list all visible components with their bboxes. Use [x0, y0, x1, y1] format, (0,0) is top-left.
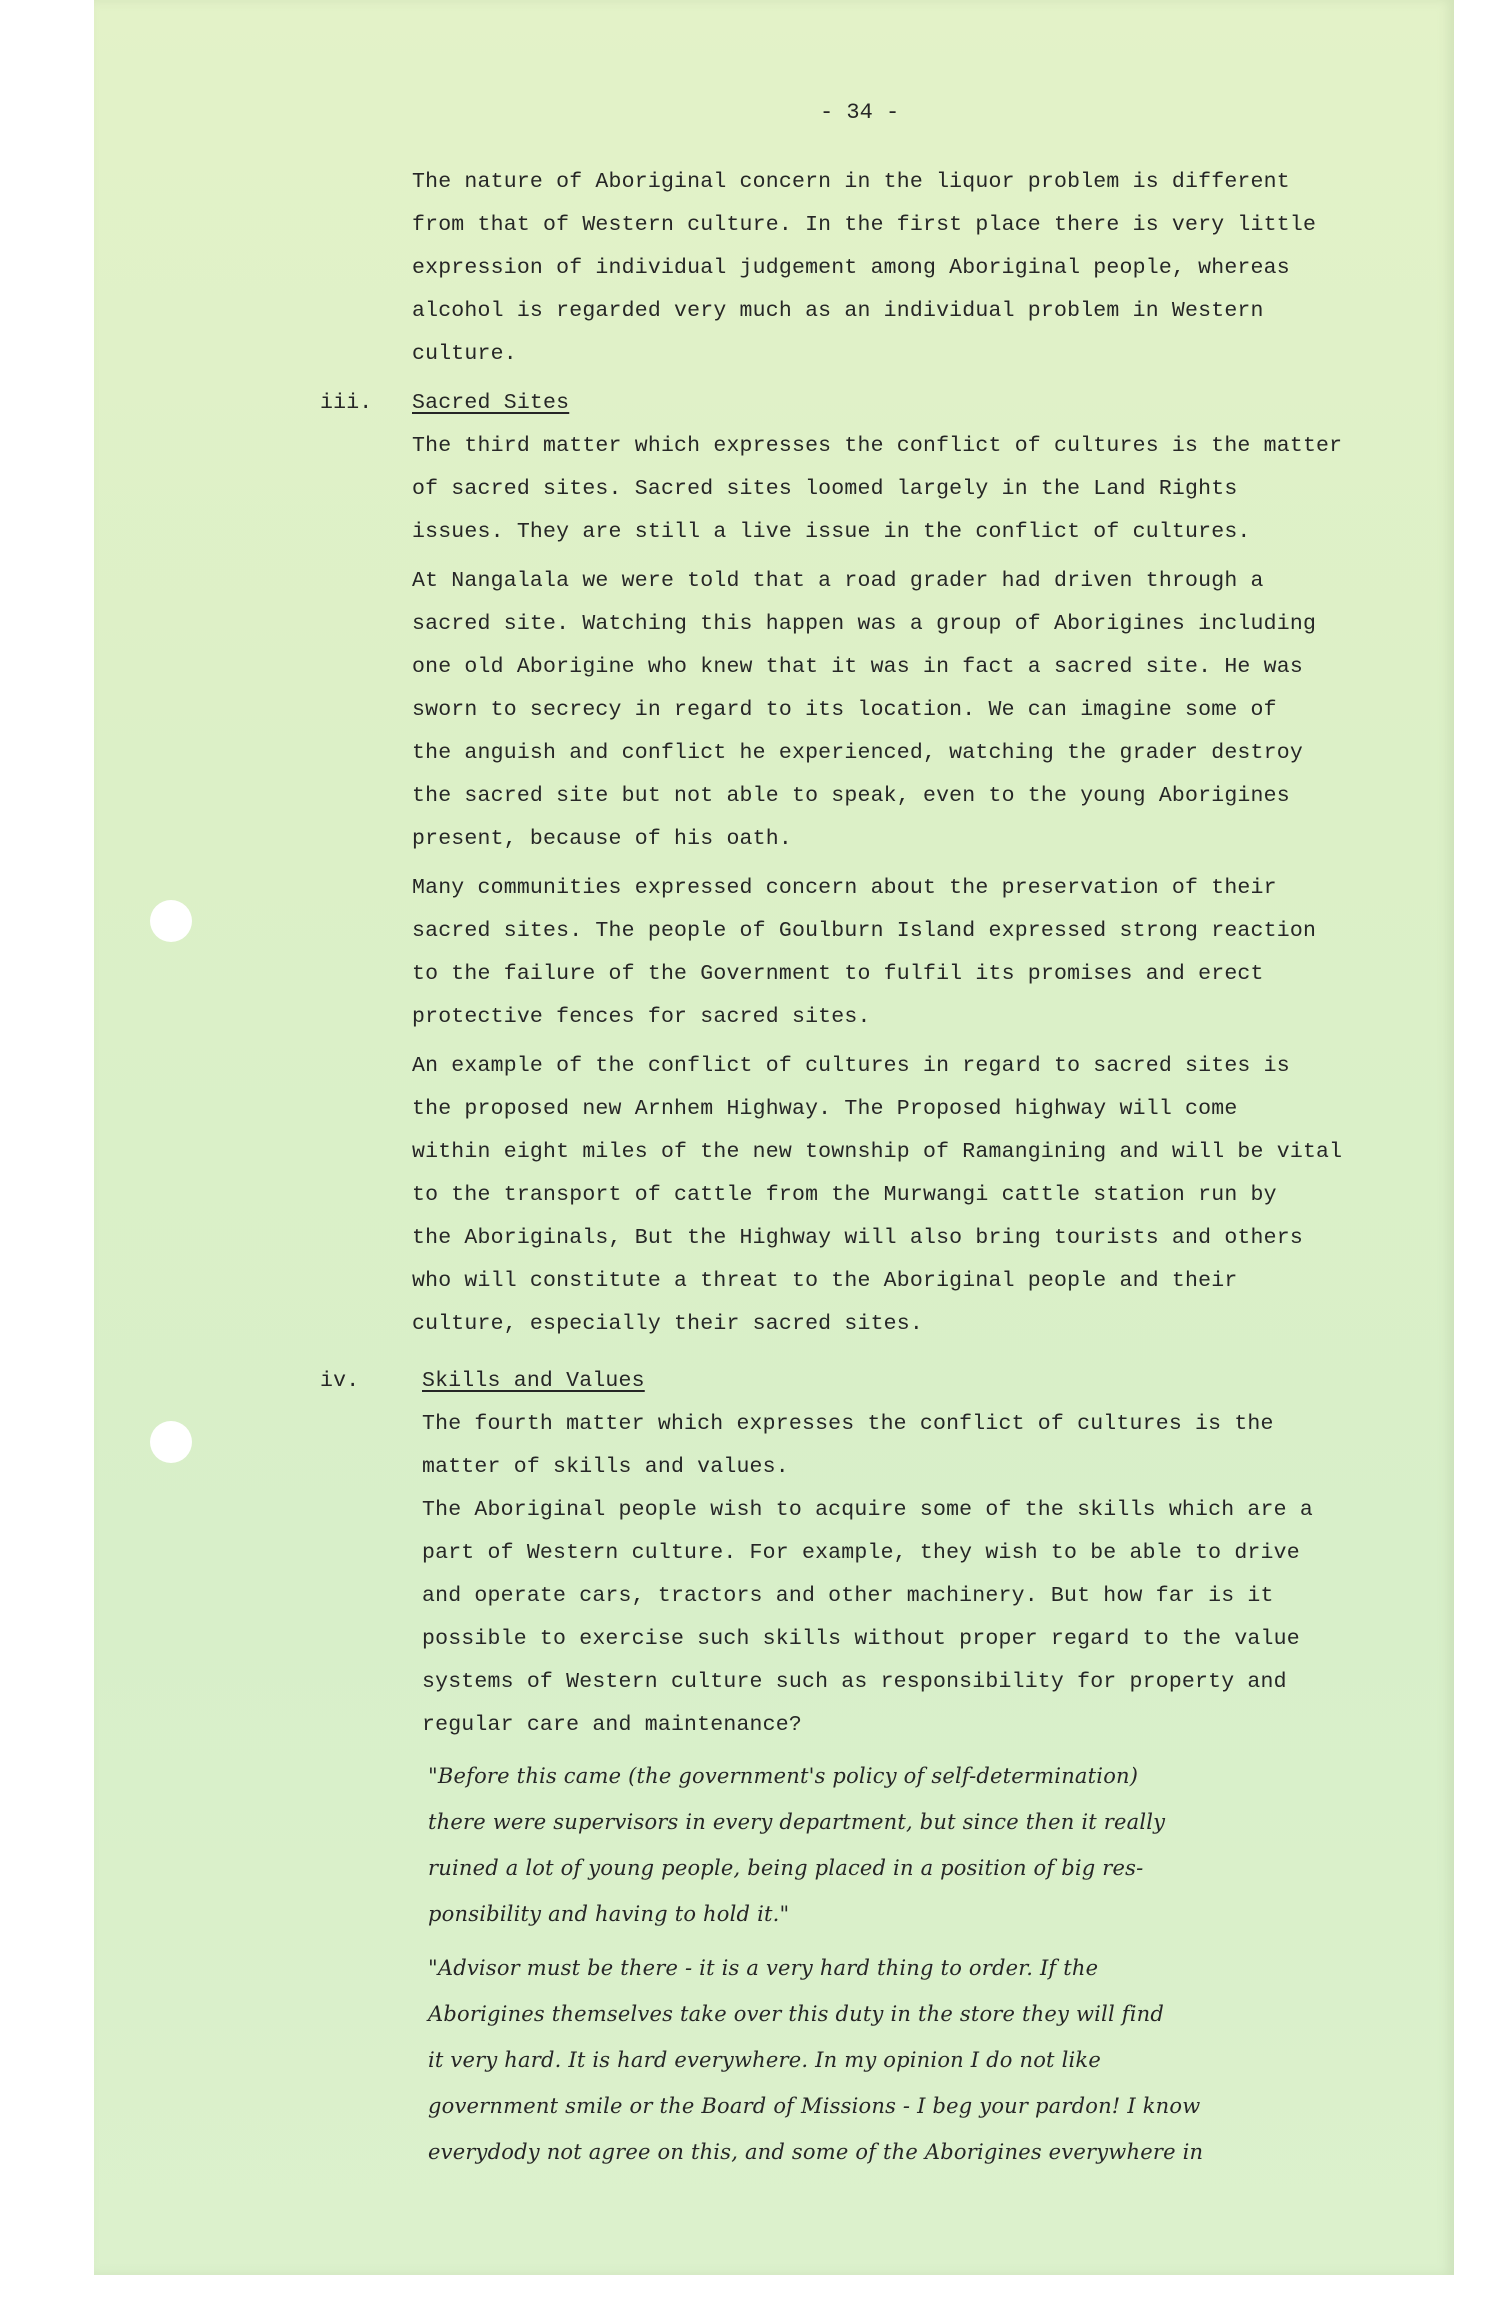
section-iii-paragraph-2: At Nangalala we were told that a road grader had driven through a sacred site. Watching this happen was a group of Aborigines including one old Aborigine who knew that it was in fact a sacred site. He was sworn to secrecy in regard to its location. We can imagine some of the anguish and conflict he experienced, watching the grader destroy the sacred site but not able to speak, even to the young Aborigines present, because of his oath.: [412, 569, 1317, 851]
section-iv-paragraph-1: The fourth matter which expresses the conflict of cultures is the matter of skills and values. The Aboriginal people wish to acquire some of the skills which are a part of Western culture. For example, they wish to be able to drive and operate cars, tractors and other machinery. But how far is it possible to exercise such skills without proper regard to the value systems of Western culture such as responsibility for property and regular care and maintenance?: [422, 1412, 1313, 1737]
section-iv-number: iv.: [320, 1369, 360, 1393]
intro-paragraph: The nature of Aboriginal concern in the liquor problem is different from that of Western culture. In the first place there is very little expression of individual judgement among Aboriginal people, whereas alcohol is regarded very much as an individual problem in Western culture.: [412, 170, 1317, 366]
punch-hole-upper: [150, 900, 192, 942]
section-iv-quote-1: "Before this came (the government's policy of self-determination) there were supervisors in every department, but since then it really ruined a lot of young people, being placed in a position of big res- ponsibility and having to hold it.": [428, 1764, 1166, 1926]
section-iii-paragraph-4: An example of the conflict of cultures in regard to sacred sites is the proposed new Arnhem Highway. The Proposed highway will come within eight miles of the new township of Ramangining and will be vital to the transport of cattle from the Murwangi cattle station run by the Aboriginals, But the Highway will also bring tourists and others who will constitute a threat to the Aboriginal people and their culture, especially their sacred sites.: [412, 1054, 1343, 1336]
section-iii-heading: [320, 382, 1420, 425]
section-iii-paragraph-1: The third matter which expresses the conflict of cultures is the matter of sacred sites. Sacred sites loomed largely in the Land Rights issues. They are still a live issue in the conflict of cultures.: [412, 434, 1343, 544]
section-iv-title: Skills and Values: [422, 1369, 645, 1393]
section-iii-paragraph-3: Many communities expressed concern about the preservation of their sacred sites. The people of Goulburn Island expressed strong reaction to the failure of the Government to fulfil its promises and erect protective fences for sacred sites.: [412, 876, 1317, 1029]
page-number: - 34 -: [820, 100, 900, 125]
section-iii-title: Sacred Sites: [412, 391, 570, 415]
section-iv-heading: [320, 1360, 1420, 1403]
punch-hole-lower: [150, 1421, 192, 1463]
section-iv-quote-2: "Advisor must be there - it is a very hard thing to order. If the Aborigines themselves take over this duty in the store they will find it very hard. It is hard everywhere. In my opinion I do not like government smile or the Board of Missions - I beg your pardon! I know everydody not agree on this, and some of the Aborigines everywhere in: [428, 1956, 1204, 2164]
document-body: [320, 105, 1420, 2183]
section-iii-number: iii.: [320, 391, 373, 415]
